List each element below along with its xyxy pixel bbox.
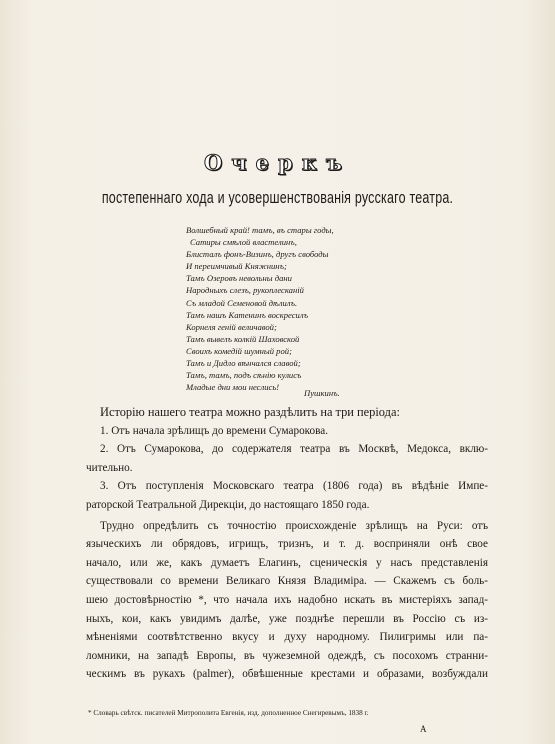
poem-line: Тамъ нашъ Катенинъ воскресилъ [186,309,309,320]
page-title: Очеркъ [204,150,351,175]
paragraph-line: существовали со времени Великаго Князя Владиміра. — Скажемъ съ боль- [86,575,488,588]
paragraph-line: начало, или же, какъ думаетъ Елагинъ, сценическія у насъ представленія [86,556,488,569]
period-item [86,477,488,514]
period-text: 3. Отъ поступленія Московскаго театра (1806 года) въ вѣдѣніе Импе- [100,480,488,493]
paragraph-line: мѣненіями соотвѣтственно вкусу и духу народному. Пилигримы или па- [86,631,488,644]
poem-line: Тамъ вывелъ колкій Шаховской [186,333,300,344]
paragraph-line: шею достовѣрностію *, что начала ихъ надобно искать въ мистеріяхъ запад- [86,593,488,606]
period-text: раторской Театральной Дирекціи, до настоящаго 1850 года. [86,498,370,511]
poem-line: Народныхъ слезъ, рукоплесканій [186,285,304,296]
page-subtitle: постепеннаго хода и усовершенствованія русскаго театра. [101,188,454,207]
period-text: 2. Отъ Сумарокова, до содержателя театра въ Москвѣ, Медокса, вклю- [100,443,488,456]
printer-signature-mark: А [420,724,427,734]
poem-line: Волшебный край! тамъ, въ стары годы, [186,225,334,235]
period-text: чительно. [86,461,133,474]
poem-line: Тамъ Озеровъ невольны дани [186,273,292,284]
paragraph-line: Трудно опредѣлить съ точностію происхожденіе зрѣлищъ на Руси: отъ [100,519,488,532]
poem-line: И переимчивый Княжнинъ; [186,261,287,272]
poem-line: Младые дни мои неслись! [186,382,280,393]
footnote: * Словарь свѣтск. писателей Митрополита Евгенія, изд. дополненное Снегиревымъ, 1838 г. [88,709,369,717]
poem-line: Съ младой Семеновой дѣлилъ. [186,297,298,308]
body-text [86,403,488,684]
intro-line: Исторію нашего театра можно раздѣлить на три періода: [100,405,400,419]
paragraph-line: ныхъ, кои, какъ увидимъ далѣе, уже позднѣе перешли въ Россію съ из- [86,612,488,625]
main-paragraph [86,517,488,684]
poem-line: Блисталъ фонъ-Визинъ, другъ свободы [186,249,329,260]
poem-author: Пушкинъ. [304,388,340,398]
period-item [86,440,488,477]
period-text: 1. Отъ начала зрѣлищъ до времени Сумарокова. [100,424,329,437]
poem-line: Тамъ, тамъ, подъ сѣнію кулисъ [186,370,302,381]
poem-line: Своихъ комедій шумный рой; [186,345,292,356]
epigraph-poem [186,224,426,393]
paragraph-line: языческихъ ли обрядовъ, игрищъ, тризнъ, и т. д. восприняли онѣ свое [86,538,488,551]
paragraph-line: ческимъ въ рукахъ (palmer), обвѣшенные крестами и образами, возбуждали [86,668,488,681]
period-item [86,422,488,441]
paragraph-line: ломники, на западѣ Европы, въ чужеземной одеждѣ, съ посохомъ странни- [86,649,488,662]
poem-line: Корнеля геній величавой; [186,321,277,332]
poem-line: Тамъ и Дидло вѣнчался славой; [186,358,301,369]
poem-line: Сатиры смѣлой властелинъ, [190,237,297,248]
